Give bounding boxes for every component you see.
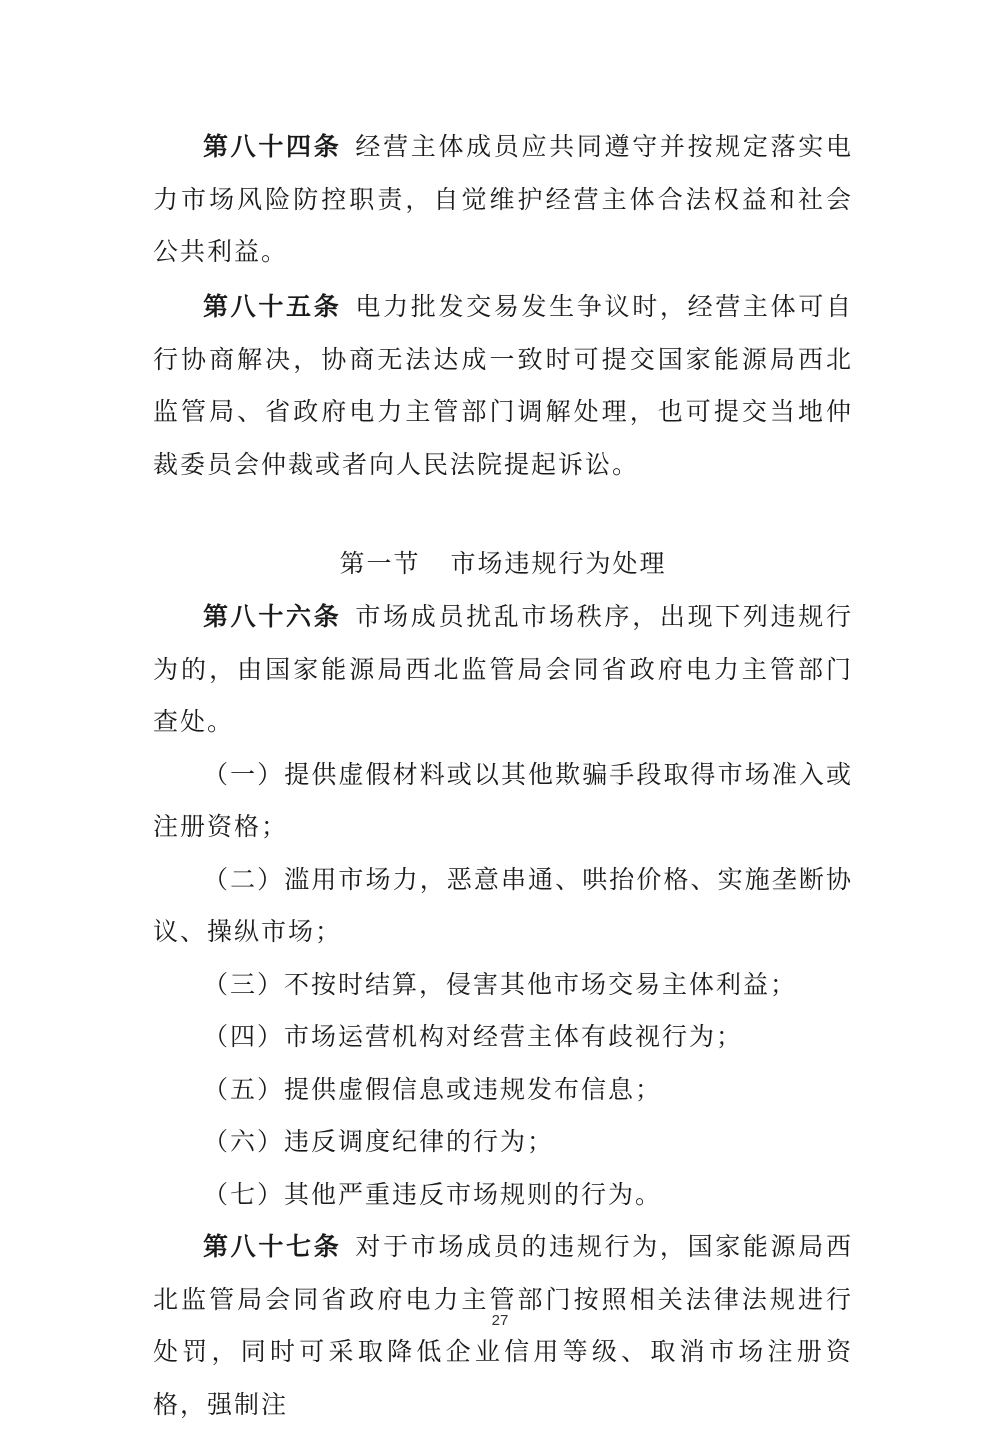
article-87-label: 第八十七条	[203, 1232, 342, 1261]
article-85	[153, 281, 853, 491]
article-86-item-6: （六）违反调度纪律的行为；	[203, 1127, 555, 1156]
article-85-label: 第八十五条	[203, 292, 342, 321]
section-heading	[153, 538, 853, 591]
article-86-item-1: （一）提供虚假材料或以其他欺骗手段取得市场准入或注册资格；	[153, 759, 853, 841]
article-86-item-5: （五）提供虚假信息或违规发布信息；	[203, 1074, 663, 1104]
article-86	[153, 591, 853, 1431]
article-85-text: 电力批发交易发生争议时，经营主体可自行协商解决，协商无法达成一致时可提交国家能源局西北监管局、省政府电力主管部门调解处理，也可提交当地仲裁委员会仲裁或者向人民法院提起诉讼。	[153, 292, 853, 479]
article-86-item-4: （四）市场运营机构对经营主体有歧视行为；	[203, 1022, 744, 1051]
section-number: 第一节	[339, 549, 421, 578]
section-title: 市场违规行为处理	[450, 549, 667, 578]
article-86-text: 市场成员扰乱市场秩序，出现下列违规行为的，由国家能源局西北监管局会同省政府电力主管部门查处。	[153, 602, 853, 736]
article-84-text: 经营主体成员应共同遵守并按规定落实电力市场风险防控职责，自觉维护经营主体合法权益和社会公共利益。	[153, 132, 853, 266]
article-86-item-2: （二）滥用市场力，恶意串通、哄抬价格、实施垄断协议、操纵市场；	[153, 864, 853, 946]
article-86-item-7: （七）其他严重违反市场规则的行为。	[203, 1179, 663, 1209]
article-87-text: 对于市场成员的违规行为，国家能源局西北监管局会同省政府电力主管部门按照相关法律法规进行处罚，同时可采取降低企业信用等级、取消市场注册资格，强制注	[153, 1232, 853, 1419]
article-84	[153, 121, 853, 279]
article-86-label: 第八十六条	[203, 602, 342, 631]
page-number: 27	[491, 1312, 509, 1329]
article-84-label: 第八十四条	[203, 132, 342, 161]
article-86-item-3: （三）不按时结算，侵害其他市场交易主体利益；	[203, 969, 798, 999]
